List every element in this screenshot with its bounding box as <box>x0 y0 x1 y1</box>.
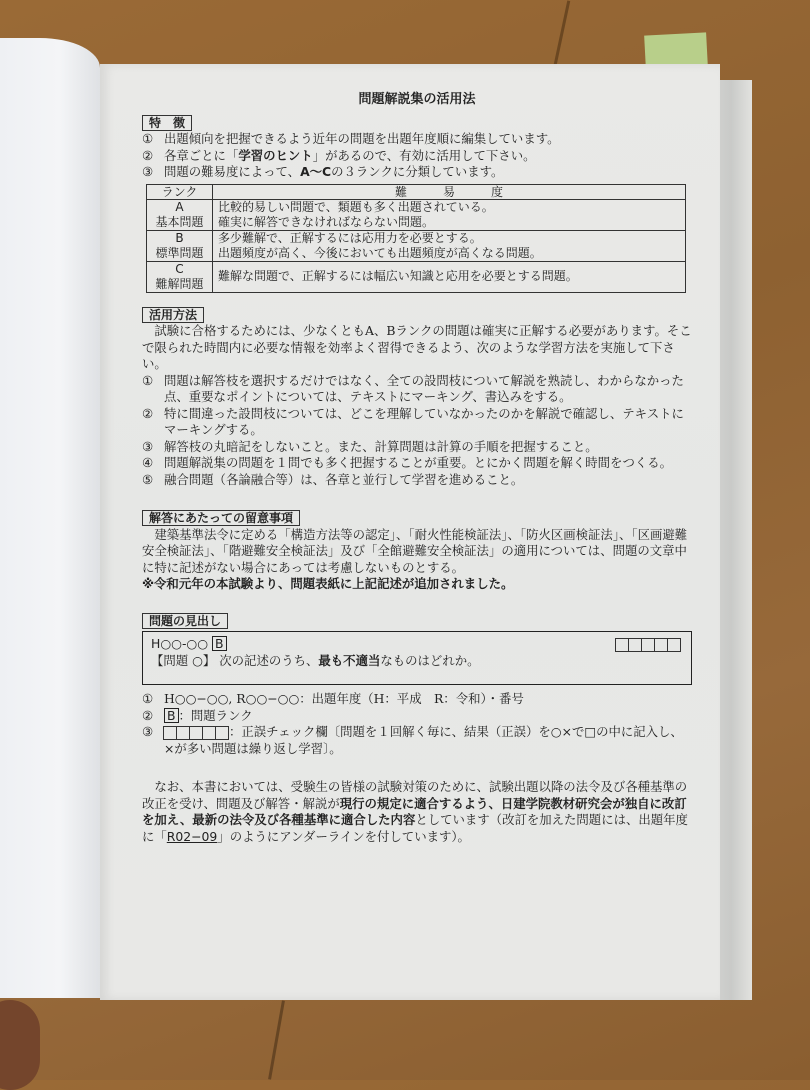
section-label-usage: 活用方法 <box>142 307 204 323</box>
left-page <box>0 38 100 998</box>
usage-item: ③ 解答枝の丸暗記をしないこと。また、計算問題は計算の手順を把握すること。 <box>142 438 598 454</box>
legend-item: ① H○○−○○, R○○−○○：出題年度（H：平成 R：令和）・番号 <box>142 691 524 706</box>
usage-item: ② 特に間違った設問枝については、どこを理解していなかったのかを解説で確認し、テキストにマーキングする。 <box>142 405 684 437</box>
usage-item: ⑤ 融合問題（各論融合等）は、各章と並行して学習を進めること。 <box>142 471 524 487</box>
table-row: B 標準問題 多少難解で、正解するには応用力を必要とする。 出題頻度が高く、今後においても出題頻度が高くなる問題。 <box>147 230 686 261</box>
notes-bold-note: ※令和元年の本試験より、問題表紙に上記記述が追加されました。 <box>142 576 514 591</box>
finger <box>0 1000 40 1090</box>
footer-note: なお、本書においては、受験生の皆様の試験対策のために、試験出題以降の法令及び各種基準の改正を受け、問題及び解答・解説が現行の規定に適合するよう、日建学院教材研究会が独自に改訂を加え、最新の法令及び各種基準に適合した内容としています（改訂を加えた問題には、出題年度に「R02−09」のようにアンダーラインを付しています）。 <box>142 779 688 844</box>
legend-item: ② B ：問題ランク <box>142 707 253 723</box>
difficulty-header: 難 易 度 <box>213 184 686 199</box>
section-label-heading-guide: 問題の見出し <box>142 613 228 629</box>
section-label-features: 特 徴 <box>142 115 192 131</box>
check-boxes <box>164 726 229 740</box>
usage-item: ① 問題は解答枝を選択するだけではなく、全ての設問枝について解説を熟読し、わからなかった点、重要なポイントについては、テキストにマーキング、書込みをする。 <box>142 372 684 404</box>
check-boxes <box>616 638 681 652</box>
usage-item: ④ 問題解説集の問題を１問でも多く把握することが重要。とにかく問題を解く時間をつくる。 <box>142 455 673 470</box>
book-page <box>100 64 720 1000</box>
table-row: C 難解問題 難解な問題で、正解するには幅広い知識と応用を必要とする問題。 <box>147 261 686 292</box>
desk-crack <box>268 1000 285 1079</box>
feature-item: ② 各章ごとに「学習のヒント」があるので、有効に活用して下さい。 <box>142 147 536 163</box>
feature-item: ① 出題傾向を把握できるよう近年の問題を出題年度順に編集しています。 <box>142 131 560 146</box>
page-title: 問題解説集の活用法 <box>358 92 476 107</box>
section-label-notes: 解答にあたっての留意事項 <box>142 510 300 526</box>
page-content <box>142 92 692 845</box>
rank-table <box>146 184 686 293</box>
table-row: A 基本問題 比較的易しい問題で、類題も多く出題されている。 確実に解答できなければならない問題。 <box>147 199 686 230</box>
sample-heading-box: H○○-○○ B 【問題 ○】 次の記述のうち、最も不適当なものはどれか。 <box>142 631 692 685</box>
legend-item: ③ ：正誤チェック欄〔問題を１回解く毎に、結果（正誤）を○×で□の中に記入し、×が多い問題は繰り返し学習〕。 <box>142 724 683 756</box>
feature-item: ③ 問題の難易度によって、A～Cの３ランクに分類しています。 <box>142 164 504 179</box>
usage-intro: 試験に合格するためには、少なくともA、Bランクの問題は確実に正解する必要があります。そこで限られた時間内に必要な情報を効率よく習得できるよう、次のような学習方法を実施して下さい。 <box>142 323 692 371</box>
rank-badge: B <box>212 636 227 651</box>
notes-body: 建築基準法令に定める「構造方法等の認定」、「耐火性能検証法」、「防火区画検証法」、「区画避難安全検証法」、「階避難安全検証法」及び「全館避難安全検証法」の適用については、問題の文章中に特に記述がない場合にあっては考慮しないものとする。 <box>142 526 688 575</box>
rank-header: ランク <box>147 184 213 199</box>
desk-crack <box>553 0 570 69</box>
